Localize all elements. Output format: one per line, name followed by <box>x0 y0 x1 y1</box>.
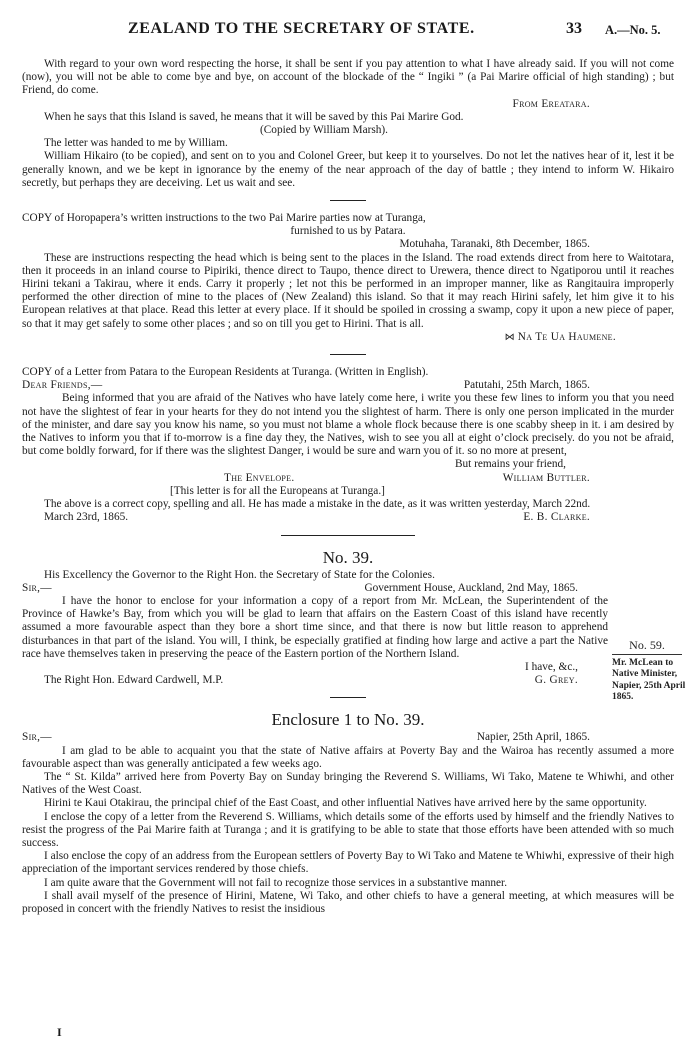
paragraph: I also enclose the copy of an address from the European settlers of Poverty Bay to Wi Tako and Matene te Whiwhi, expressive of their high appreciation of the important services rendered by those chiefs. <box>22 850 674 876</box>
closing: I have, &c., <box>524 660 578 673</box>
place-date: Napier, 25th April, 1865. <box>476 731 590 744</box>
signer: G. Grey. <box>534 674 578 687</box>
salutation-row <box>22 379 674 392</box>
closing: But remains your friend, <box>454 458 566 471</box>
paragraph: I have the honor to enclose for your information a copy of a report from Mr. McLean, the Superintendent of the Province of Hawke’s Bay, from which you will be glad to learn that affairs on the Eastern Coast of this island have recently assumed a more favourable aspect than they bore a short time since, and that there is now but little reason to apprehend disturbances in that part of the island. You will, I think, be especially gratified at finding how large and active a part the Native race have themselves taken in preserving the peace of the Eastern portion of the Northern Island. <box>22 594 608 660</box>
salutation: Sir,— <box>22 731 52 744</box>
signature <box>22 331 674 344</box>
addressee-row <box>22 674 608 687</box>
section-divider <box>330 200 366 201</box>
paragraph: William Hikairo (to be copied), and sent on to you and Colonel Greer, but keep it to yourselves. Do not let the natives hear of it, lest it be generally known, and we be kept in ignorance by the enemy of the near approach of the day of battle ; they intend to inform W. Hikairo secretly, but perhaps they are deceiving. Let us wait and see. <box>22 150 674 189</box>
paragraph: Being informed that you are afraid of the Natives who have lately come here, i write you these few lines to inform you that you need not have the slightest of fear in your hearts for they do not intend you the slightest of harm. There is only one person implicated in the murder of the minister, and dare say you know his name, so you must not blame a whole flock because there is one scabby sheep in it. i am desired by the Natives to inform you that if to-morrow is a fine day they, the Natives, wish to see you all at eight o’clock precisely. do you not be afraid, but come boldly forward, for if there was the slightest Danger, i would be sure and warn you of it. so no more at present, <box>22 392 674 458</box>
attest-signer: E. B. Clarke. <box>523 511 590 524</box>
paragraph: I am quite aware that the Government will not fail to recognize those services in a substantive manner. <box>44 876 508 889</box>
place-date: Government House, Auckland, 2nd May, 1865. <box>364 581 578 594</box>
attest-row <box>22 511 674 524</box>
paragraph: The letter was handed to me by William. <box>44 137 228 150</box>
bracket-note: [This letter is for all the Europeans at Turanga.] <box>170 484 385 497</box>
salutation: Sir,— <box>22 581 52 594</box>
copy-heading: COPY of Horopapera’s written instructions to the two Pai Marire parties now at Turanga, <box>22 212 426 225</box>
letter-from: From Ereatara. <box>512 97 590 110</box>
salutation-row <box>22 731 674 744</box>
margin-reference: Mr. McLean to Native Minister, Napier, 25th April 1865. <box>612 657 686 702</box>
dispatch-heading: No. 39. <box>322 547 374 567</box>
document-reference: A.—No. 5. <box>605 23 661 37</box>
paragraph: With regard to your own word respecting the horse, it shall be sent if you pay attention to what I have already said. If you will not come (now), you will not be able to come bye and bye, on account of the blockade of the “ Ingiki ” (a Pai Marire official of high standing) ; but Friend, do come. <box>22 58 674 97</box>
salutation: Dear Friends,— <box>22 379 103 392</box>
signer: William Buttler. <box>502 471 590 484</box>
enclosure-heading: Enclosure 1 to No. 39. <box>271 710 425 730</box>
attest-date: March 23rd, 1865. <box>44 511 129 524</box>
copied-note: (Copied by William Marsh). <box>260 124 388 137</box>
running-title: ZEALAND TO THE SECRETARY OF STATE. <box>128 20 475 37</box>
dispatch-from-to: His Excellency the Governor to the Right Hon. the Secretary of State for the Colonies. <box>44 568 435 581</box>
paragraph: I shall avail myself of the presence of Hirini, Matene, Wi Tako, and other chiefs to have a general meeting, at which measures will be proposed in concert with the friendly Natives to resist the insidious <box>22 889 674 915</box>
paragraph: Hirini te Kaui Otakirau, the principal chief of the East Coast, and other influential Natives have arrived here by the same opportunity. <box>44 797 647 810</box>
section-divider <box>330 354 366 355</box>
cross-mark-icon: ⋈ <box>504 331 518 343</box>
place-date: Patutahi, 25th March, 1865. <box>463 379 590 392</box>
section-divider <box>330 697 366 698</box>
paragraph: The “ St. Kilda” arrived here from Poverty Bay on Sunday bringing the Reverend S. Williams, Wi Tako, Matene te Whiwhi, and other Natives of the West Coast. <box>22 770 674 797</box>
envelope-row <box>22 472 674 485</box>
paragraph: I enclose the copy of a letter from the Reverend S. Williams, which details some of the efforts used by himself and the friendly Natives to resist the progress of the Pai Marire faith at Turanga ; and it is gratifying to be able to state that those efforts have been attended with so much success. <box>22 810 674 849</box>
paragraph: When he says that this Island is saved, he means that it will be saved by this Pai Marire God. <box>44 110 464 123</box>
signature-name: Na Te Ua Haumene. <box>517 330 616 343</box>
page-number: 33 <box>566 20 582 37</box>
envelope-label: The Envelope. <box>224 471 295 484</box>
dispatch-text <box>22 569 608 688</box>
salutation-row <box>22 582 608 595</box>
page-header <box>0 22 700 44</box>
addressee: The Right Hon. Edward Cardwell, M.P. <box>44 674 224 687</box>
margin-dispatch-number: No. 59. <box>612 640 682 655</box>
paragraph: I am glad to be able to acquaint you that the state of Native affairs at Poverty Bay and the Wairoa has recently assumed a more favourable aspect than was generally anticipated a few weeks ago. <box>22 744 674 770</box>
page-body <box>22 58 674 916</box>
section-divider <box>281 535 415 536</box>
margin-note <box>612 640 692 704</box>
paragraph: These are instructions respecting the head which is being sent to the places in the Island. The road extends direct from here to Waitotara, then it proceeds in an inland course to Pipiriki, thence direct to Taupo, thence direct to Urewera, thence direct to Ngatiporou until it reaches Hirini tekani a Takirau, where it ends. Carry it properly ; let not this be performed in an improper manner, like as Rangitauira improperly performed the other direction of mine to the places of (New Zealand) this island. So that it may reach Hirini safely, let him give it to his European relatives at that place. Read this letter at every place. If it should be spoiled in crossing a swamp, copy it upon a new piece of paper, so that it may get safely to some other places ; and so on till you get to Hirini. That is all. <box>22 251 674 330</box>
place-date: Motuhaha, Taranaki, 8th December, 1865. <box>399 238 590 251</box>
paragraph: The above is a correct copy, spelling and all. He has made a mistake in the date, as it was written yesterday, March 22nd. <box>44 498 591 511</box>
copy-heading-continued: furnished to us by Patara. <box>290 225 406 238</box>
signature-mark: I <box>57 1025 62 1039</box>
copy-heading: COPY of a Letter from Patara to the European Residents at Turanga. (Written in English). <box>22 366 429 379</box>
